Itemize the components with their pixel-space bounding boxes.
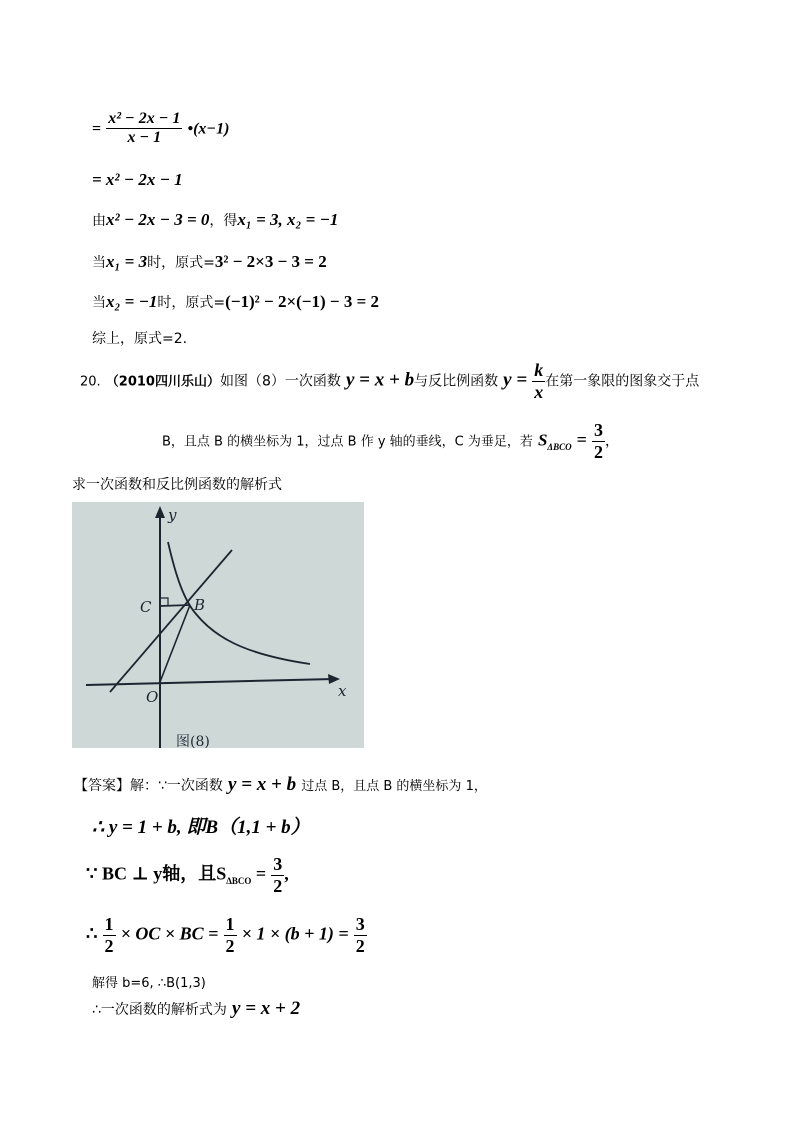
answer-line-5: 解得 b=6, ∴B(1,3) — [92, 976, 206, 991]
line-fraction-expr — [92, 110, 229, 148]
equals-sign: = — [576, 429, 587, 450]
fraction-denominator: 2 — [355, 935, 365, 956]
roots: x₁ = 3, x₂ = −1 — [237, 210, 339, 229]
fraction-numerator: 3 — [273, 854, 283, 874]
substituted-expression: × 1 × (b + 1) = — [241, 923, 349, 944]
problem-line-2 — [162, 420, 619, 462]
fraction-denominator: x — [534, 381, 544, 402]
area-subscript: ΔBCO — [547, 441, 572, 452]
answer-line-3 — [86, 854, 289, 896]
fraction-half-1 — [103, 914, 116, 956]
answer-line-6 — [92, 998, 300, 1020]
fraction-numerator: k — [534, 360, 544, 380]
perpendicular-statement: ∵ BC ⊥ y轴，且S — [86, 863, 227, 884]
linear-function-result: y = x + 2 — [232, 998, 301, 1019]
problem-text-a: 如图（8）一次函数 — [219, 373, 341, 390]
text-prefix: 当 — [92, 255, 106, 271]
comma: ， — [605, 433, 620, 450]
problem-number: 20. — [80, 374, 101, 390]
multiply-factor: •(x−1) — [187, 120, 230, 138]
fraction-numerator: 3 — [594, 420, 604, 440]
fraction-numerator: 1 — [225, 914, 235, 934]
fraction-numerator: 3 — [355, 914, 365, 934]
linear-function: y = x + b — [345, 369, 415, 391]
figure-caption: 图(8) — [176, 734, 210, 748]
point-c-label: C — [140, 598, 152, 616]
answer-text-pre: ∴一次函数的解析式为 — [92, 1002, 227, 1018]
origin-label: O — [146, 688, 159, 706]
line-solve-equation — [92, 210, 338, 230]
problem-text-b: 与反比例函数 — [414, 373, 499, 390]
text-prefix: 由 — [92, 213, 106, 229]
line-case-x1 — [92, 252, 327, 272]
fraction-denominator: x − 1 — [127, 129, 162, 147]
equals-sign: = — [92, 120, 102, 138]
area-fraction — [592, 420, 605, 462]
area-fraction — [271, 854, 284, 896]
answer-line-1 — [74, 774, 487, 796]
area-expression: × OC × BC = — [120, 923, 219, 944]
text-mid: 时，原式= — [147, 255, 215, 271]
point-b-label: B — [194, 596, 206, 614]
text-mid: ，得 — [209, 213, 238, 229]
fraction-numerator: 1 — [104, 914, 114, 934]
problem-question: 求一次函数和反比例函数的解析式 — [72, 477, 282, 493]
expression: 3² − 2×3 − 3 = 2 — [214, 252, 327, 271]
answer-text-pre: 解：∵一次函数 — [130, 778, 223, 794]
fraction — [106, 110, 182, 148]
equation: x² − 2x − 3 = 0 — [106, 210, 210, 229]
inverse-lhs: y = — [503, 369, 528, 391]
problem-source: （2010四川乐山） — [105, 374, 220, 390]
answer-linear-fn: y = x + b — [228, 774, 297, 795]
therefore-symbol: ∴ — [86, 923, 98, 944]
comma: , — [284, 863, 289, 884]
fraction-denominator: 2 — [594, 441, 604, 462]
fraction-numerator: x² − 2x − 1 — [106, 110, 182, 129]
y-axis-label: y — [168, 506, 177, 524]
problem-text-d: B，且点 B 的横坐标为 1，过点 B 作 y 轴的垂线，C 为垂足，若 — [162, 434, 533, 450]
condition: x₂ = −1 — [106, 292, 158, 311]
fraction-denominator: 2 — [273, 875, 283, 896]
answer-text-post: 过点 B，且点 B 的横坐标为 1， — [301, 779, 487, 794]
condition: x₁ = 3 — [106, 252, 148, 271]
answer-line-4 — [86, 914, 367, 956]
line-simplified: = x² − 2x − 1 — [92, 170, 183, 189]
answer-line-2: ∴ y = 1 + b, 即B（1,1 + b） — [92, 817, 310, 838]
inverse-fraction — [532, 360, 545, 402]
problem-line-1 — [80, 360, 699, 402]
line-case-x2 — [92, 292, 379, 312]
problem-text-c: 在第一象限的图象交于点 — [545, 373, 700, 390]
text-mid: 时，原式= — [157, 295, 226, 311]
fraction-denominator: 2 — [104, 935, 114, 956]
fraction-result — [354, 914, 367, 956]
answer-tag: 【答案】 — [74, 778, 130, 794]
area-symbol: S — [537, 430, 548, 450]
fraction-half-2 — [224, 914, 237, 956]
area-subscript: ΔBCO — [226, 875, 252, 886]
text-prefix: 当 — [92, 295, 106, 311]
photo-tint — [72, 502, 364, 748]
equals-sign: = — [251, 863, 267, 884]
line-conclusion: 综上，原式=2. — [92, 331, 188, 347]
expression: (−1)² − 2×(−1) − 3 = 2 — [225, 292, 380, 311]
x-axis-label: x — [338, 682, 347, 700]
figure-8-graph — [72, 502, 364, 748]
fraction-denominator: 2 — [225, 935, 235, 956]
segment-cb — [160, 605, 190, 606]
